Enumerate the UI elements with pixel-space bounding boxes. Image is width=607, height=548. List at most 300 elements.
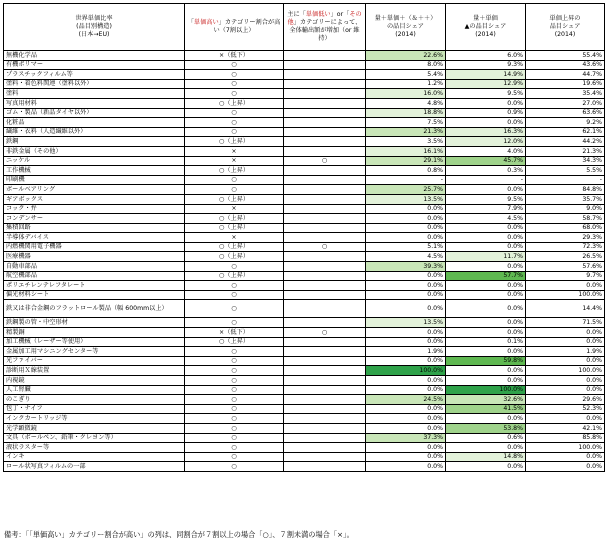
item-name-cell: 繊維・衣料（人造繊維以外）	[4, 127, 185, 137]
item-name-cell: 鉄鋼製の管・中空形材	[4, 318, 185, 328]
low-price-growth-flag-cell	[284, 137, 366, 147]
header-price-up-share: 単価上昇の 品目シェア (2014)	[526, 4, 605, 51]
table-row	[4, 281, 605, 291]
item-name-cell: ゴム・製品（新品タイヤ以外）	[4, 108, 185, 118]
low-price-growth-flag-cell	[284, 194, 366, 204]
low-price-growth-flag-cell	[284, 337, 366, 347]
low-price-growth-flag-cell	[284, 271, 366, 281]
share-table-container	[3, 3, 604, 472]
volume-price-up-share-cell: 0.0%	[366, 233, 446, 243]
volume-price-down-share-cell: 0.0%	[446, 328, 526, 338]
high-price-flag-cell: ○（上昇）	[185, 223, 284, 233]
price-up-share-cell: 0.0%	[526, 414, 605, 424]
item-name-cell: 診断用Ｘ線装置	[4, 366, 185, 376]
volume-price-down-share-cell: 0.1%	[446, 337, 526, 347]
low-price-growth-flag-cell	[284, 366, 366, 376]
price-up-share-cell: 0.0%	[526, 337, 605, 347]
item-name-cell: 鉄又は非合金鋼のフラットロール製品（幅 600mm以上）	[4, 300, 185, 318]
low-price-growth-flag-cell	[284, 281, 366, 291]
price-up-share-cell: 29.6%	[526, 395, 605, 405]
high-price-flag-cell: ○	[185, 423, 284, 433]
volume-price-up-share-cell: 3.5%	[366, 137, 446, 147]
low-price-growth-flag-cell	[284, 214, 366, 224]
item-name-cell: 自動車部品	[4, 262, 185, 272]
price-up-share-cell: 42.1%	[526, 423, 605, 433]
high-price-flag-cell: ○	[185, 347, 284, 357]
table-row	[4, 443, 605, 453]
low-price-growth-flag-cell	[284, 89, 366, 99]
item-name-cell: 包丁・ナイフ	[4, 404, 185, 414]
low-price-growth-flag-cell	[284, 175, 366, 185]
volume-price-up-share-cell: 0.0%	[366, 423, 446, 433]
low-price-growth-flag-cell	[284, 98, 366, 108]
volume-price-down-share-cell: 100.0%	[446, 385, 526, 395]
volume-price-up-share-cell: 37.3%	[366, 433, 446, 443]
table-row	[4, 137, 605, 147]
item-name-cell: 化粧品	[4, 118, 185, 128]
table-row	[4, 51, 605, 61]
high-price-flag-cell: ○	[185, 290, 284, 300]
item-name-cell: ポリエチレンテレフタレート	[4, 281, 185, 291]
item-name-cell: 液状ラスター等	[4, 443, 185, 453]
high-price-flag-cell: ○	[185, 262, 284, 272]
table-row	[4, 262, 605, 272]
high-price-flag-cell: ○（上昇）	[185, 137, 284, 147]
table-row	[4, 233, 605, 243]
volume-price-down-share-cell: 14.9%	[446, 70, 526, 80]
table-row	[4, 194, 605, 204]
volume-price-down-share-cell: 9.5%	[446, 194, 526, 204]
volume-price-up-share-cell: 0.0%	[366, 404, 446, 414]
item-name-cell: ニッケル	[4, 156, 185, 166]
high-price-flag-cell: ×（低下）	[185, 51, 284, 61]
high-price-flag-cell: ○	[185, 404, 284, 414]
volume-price-down-share-cell: 45.7%	[446, 156, 526, 166]
volume-price-down-share-cell: 0.0%	[446, 233, 526, 243]
high-price-flag-cell: ○	[185, 118, 284, 128]
volume-price-down-share-cell: 9.5%	[446, 89, 526, 99]
low-price-growth-flag-cell	[284, 108, 366, 118]
table-row	[4, 347, 605, 357]
low-price-growth-flag-cell	[284, 395, 366, 405]
high-price-flag-cell: ○	[185, 452, 284, 462]
table-row	[4, 98, 605, 108]
volume-price-up-share-cell: 5.1%	[366, 242, 446, 252]
volume-price-up-share-cell: 0.0%	[366, 385, 446, 395]
low-price-growth-flag-cell	[284, 356, 366, 366]
volume-price-down-share-cell: 41.5%	[446, 404, 526, 414]
price-up-share-cell: 1.9%	[526, 347, 605, 357]
volume-price-down-share-cell: 11.7%	[446, 252, 526, 262]
low-price-growth-flag-cell	[284, 252, 366, 262]
low-price-growth-flag-cell	[284, 423, 366, 433]
volume-price-down-share-cell: 0.6%	[446, 433, 526, 443]
volume-price-up-share-cell: 0.0%	[366, 356, 446, 366]
high-price-flag-cell: ×	[185, 146, 284, 156]
price-up-share-cell: 0.0%	[526, 452, 605, 462]
low-price-growth-flag-cell	[284, 79, 366, 89]
item-name-cell: 加工機械（レーザー等使用）	[4, 337, 185, 347]
low-price-growth-flag-cell	[284, 414, 366, 424]
price-up-share-cell: 100.0%	[526, 366, 605, 376]
table-row	[4, 395, 605, 405]
table-row	[4, 462, 605, 472]
low-price-growth-flag-cell: ○	[284, 328, 366, 338]
item-name-cell: 内視鏡	[4, 376, 185, 386]
volume-price-down-share-cell: 32.6%	[446, 395, 526, 405]
volume-price-down-share-cell: 0.0%	[446, 376, 526, 386]
item-name-cell: 偏光材料シート	[4, 290, 185, 300]
volume-price-up-share-cell: 0.0%	[366, 271, 446, 281]
low-price-growth-flag-cell	[284, 347, 366, 357]
table-row	[4, 337, 605, 347]
low-price-growth-flag-cell	[284, 452, 366, 462]
volume-price-down-share-cell: 53.8%	[446, 423, 526, 433]
low-price-growth-flag-cell	[284, 318, 366, 328]
high-price-flag-cell: ○	[185, 385, 284, 395]
price-up-share-cell: 100.0%	[526, 290, 605, 300]
volume-price-up-share-cell: 1.9%	[366, 347, 446, 357]
price-up-share-cell: 0.0%	[526, 462, 605, 472]
high-price-flag-cell: ×（低下）	[185, 328, 284, 338]
volume-price-down-share-cell: 0.0%	[446, 242, 526, 252]
table-row	[4, 300, 605, 318]
price-up-share-cell: 0.0%	[526, 328, 605, 338]
price-up-share-cell: 21.3%	[526, 146, 605, 156]
item-name-cell: 金属加工用マシニングセンター等	[4, 347, 185, 357]
volume-price-down-share-cell: 7.9%	[446, 204, 526, 214]
volume-price-up-share-cell: 25.7%	[366, 185, 446, 195]
high-price-flag-cell: ○	[185, 356, 284, 366]
volume-price-up-share-cell: 16.1%	[366, 146, 446, 156]
item-name-cell: 塗料・着色料関連（塗料以外）	[4, 79, 185, 89]
price-up-share-cell: 44.2%	[526, 137, 605, 147]
volume-price-up-share-cell: 0.0%	[366, 443, 446, 453]
high-price-flag-cell: ○（上昇）	[185, 194, 284, 204]
table-row	[4, 385, 605, 395]
item-name-cell: 光ファイバー	[4, 356, 185, 366]
volume-price-down-share-cell: 12.9%	[446, 79, 526, 89]
volume-price-up-share-cell: 0.0%	[366, 328, 446, 338]
item-name-cell: 人工腎臓	[4, 385, 185, 395]
volume-price-up-share-cell: -	[366, 175, 446, 185]
volume-price-up-share-cell: 100.0%	[366, 366, 446, 376]
table-row	[4, 252, 605, 262]
high-price-flag-cell: ○	[185, 127, 284, 137]
price-up-share-cell: 72.3%	[526, 242, 605, 252]
low-price-growth-flag-cell	[284, 185, 366, 195]
item-name-cell: 工作機械	[4, 166, 185, 176]
table-row	[4, 60, 605, 70]
high-price-flag-cell: ○（上昇）	[185, 214, 284, 224]
table-row	[4, 404, 605, 414]
low-price-growth-flag-cell	[284, 146, 366, 156]
item-name-cell: 集積回路	[4, 223, 185, 233]
price-up-share-cell: 27.0%	[526, 98, 605, 108]
volume-price-up-share-cell: 39.3%	[366, 262, 446, 272]
table-row	[4, 223, 605, 233]
high-price-flag-cell: ○（上昇）	[185, 242, 284, 252]
price-up-share-cell: 29.3%	[526, 233, 605, 243]
table-row	[4, 376, 605, 386]
high-price-flag-cell: ○	[185, 376, 284, 386]
volume-price-up-share-cell: 22.6%	[366, 51, 446, 61]
low-price-growth-flag-cell	[284, 233, 366, 243]
item-name-cell: ギアボックス	[4, 194, 185, 204]
high-price-flag-cell: ○	[185, 281, 284, 291]
table-row	[4, 356, 605, 366]
table-row	[4, 290, 605, 300]
volume-price-down-share-cell: 4.5%	[446, 214, 526, 224]
table-row	[4, 452, 605, 462]
volume-price-down-share-cell: 0.3%	[446, 166, 526, 176]
volume-price-down-share-cell: 6.0%	[446, 51, 526, 61]
high-price-flag-cell: ○	[185, 185, 284, 195]
low-price-growth-flag-cell	[284, 404, 366, 414]
table-row	[4, 79, 605, 89]
volume-price-down-share-cell: 0.0%	[446, 462, 526, 472]
volume-price-down-share-cell: 0.0%	[446, 300, 526, 318]
table-body	[4, 51, 605, 472]
table-row	[4, 118, 605, 128]
table-row	[4, 414, 605, 424]
table-row	[4, 108, 605, 118]
price-up-share-cell: 14.4%	[526, 300, 605, 318]
table-row	[4, 166, 605, 176]
high-price-flag-cell: ○	[185, 89, 284, 99]
volume-price-down-share-cell: -	[446, 175, 526, 185]
item-name-cell: 鉄鋼	[4, 137, 185, 147]
low-price-growth-flag-cell	[284, 70, 366, 80]
price-up-share-cell: 9.0%	[526, 204, 605, 214]
volume-price-down-share-cell: 0.0%	[446, 443, 526, 453]
volume-price-down-share-cell: 0.0%	[446, 366, 526, 376]
table-row	[4, 366, 605, 376]
price-up-share-cell: 5.5%	[526, 166, 605, 176]
item-name-cell: 印刷機	[4, 175, 185, 185]
volume-price-up-share-cell: 21.3%	[366, 127, 446, 137]
price-up-share-cell: 52.3%	[526, 404, 605, 414]
high-price-flag-cell: ○	[185, 300, 284, 318]
item-name-cell: 塗料	[4, 89, 185, 99]
item-name-cell: 文具（ボールペン、鉛筆・クレヨン等）	[4, 433, 185, 443]
volume-price-up-share-cell: 5.4%	[366, 70, 446, 80]
low-price-growth-flag-cell	[284, 290, 366, 300]
price-up-share-cell: 0.0%	[526, 385, 605, 395]
price-up-share-cell: 58.7%	[526, 214, 605, 224]
price-up-share-cell: 19.6%	[526, 79, 605, 89]
volume-price-down-share-cell: 16.3%	[446, 127, 526, 137]
low-price-growth-flag-cell	[284, 204, 366, 214]
volume-price-down-share-cell: 0.0%	[446, 262, 526, 272]
table-row	[4, 214, 605, 224]
header-low-price-growth: 主に「単価低い」or「その他」カテゴリーによって、全体輸出額が増加（or 維持）	[284, 4, 366, 51]
price-up-share-cell: 9.7%	[526, 271, 605, 281]
price-up-share-cell: 0.0%	[526, 376, 605, 386]
item-name-cell: ボールベアリング	[4, 185, 185, 195]
export-share-table	[3, 3, 605, 472]
low-price-growth-flag-cell	[284, 118, 366, 128]
price-up-share-cell: 71.5%	[526, 318, 605, 328]
volume-price-up-share-cell: 0.0%	[366, 300, 446, 318]
volume-price-down-share-cell: 0.0%	[446, 223, 526, 233]
volume-price-down-share-cell: 0.0%	[446, 98, 526, 108]
item-name-cell: プラスチックフィルム等	[4, 70, 185, 80]
item-name-cell: 非鉄金属（その他）	[4, 146, 185, 156]
low-price-growth-flag-cell	[284, 262, 366, 272]
price-up-share-cell: 44.7%	[526, 70, 605, 80]
volume-price-up-share-cell: 0.0%	[366, 462, 446, 472]
table-row	[4, 146, 605, 156]
low-price-growth-flag-cell	[284, 60, 366, 70]
price-up-share-cell: 100.0%	[526, 443, 605, 453]
low-price-growth-flag-cell	[284, 462, 366, 472]
volume-price-up-share-cell: 29.1%	[366, 156, 446, 166]
volume-price-up-share-cell: 7.5%	[366, 118, 446, 128]
item-name-cell: コック・弁	[4, 204, 185, 214]
high-price-flag-cell: ×	[185, 204, 284, 214]
volume-price-up-share-cell: 13.5%	[366, 194, 446, 204]
header-row	[4, 4, 605, 51]
low-price-growth-flag-cell	[284, 223, 366, 233]
high-price-flag-cell: ○	[185, 433, 284, 443]
high-price-flag-cell: ○	[185, 395, 284, 405]
volume-price-down-share-cell: 0.0%	[446, 290, 526, 300]
volume-price-up-share-cell: 0.0%	[366, 223, 446, 233]
low-price-growth-flag-cell: ○	[284, 242, 366, 252]
table-row	[4, 423, 605, 433]
price-up-share-cell: 0.0%	[526, 356, 605, 366]
volume-price-up-share-cell: 24.5%	[366, 395, 446, 405]
price-up-share-cell: 85.8%	[526, 433, 605, 443]
high-price-flag-cell: ○（上昇）	[185, 252, 284, 262]
high-price-flag-cell: ○	[185, 70, 284, 80]
header-high-price-share: 「単価高い」カテゴリー割合が高い（7割以上）	[185, 4, 284, 51]
volume-price-up-share-cell: 8.0%	[366, 60, 446, 70]
table-row	[4, 175, 605, 185]
volume-price-up-share-cell: 0.0%	[366, 204, 446, 214]
volume-price-up-share-cell: 13.5%	[366, 318, 446, 328]
high-price-flag-cell: ○	[185, 79, 284, 89]
volume-price-down-share-cell: 0.0%	[446, 185, 526, 195]
volume-price-up-share-cell: 0.0%	[366, 452, 446, 462]
low-price-growth-flag-cell	[284, 51, 366, 61]
high-price-flag-cell: ○	[185, 60, 284, 70]
item-name-cell: 内燃機関用電子機器	[4, 242, 185, 252]
price-up-share-cell: 35.7%	[526, 194, 605, 204]
low-price-growth-flag-cell	[284, 443, 366, 453]
footnote: 備考：「「単価高い」カテゴリー割合が高い」の列は、同割合が７割以上の場合「○」、７割未満の場合「×」。	[4, 530, 354, 539]
volume-price-up-share-cell: 4.8%	[366, 98, 446, 108]
item-name-cell: 半導体デバイス	[4, 233, 185, 243]
item-name-cell: 精製銅	[4, 328, 185, 338]
low-price-growth-flag-cell: ○	[284, 156, 366, 166]
low-price-growth-flag-cell	[284, 385, 366, 395]
item-name-cell: 写真用材料	[4, 98, 185, 108]
price-up-share-cell: 26.5%	[526, 252, 605, 262]
item-name-cell: 医療機器	[4, 252, 185, 262]
price-up-share-cell: 68.0%	[526, 223, 605, 233]
high-price-flag-cell: ○（上昇）	[185, 271, 284, 281]
table-row	[4, 185, 605, 195]
item-name-cell: 航空機部品	[4, 271, 185, 281]
volume-price-up-share-cell: 1.2%	[366, 79, 446, 89]
high-price-flag-cell: ○	[185, 318, 284, 328]
high-price-flag-cell: ○	[185, 175, 284, 185]
header-volume-price-down-share: 量＋単価 ▲の品目シェア (2014)	[446, 4, 526, 51]
volume-price-down-share-cell: 14.8%	[446, 452, 526, 462]
price-up-share-cell: 35.4%	[526, 89, 605, 99]
price-up-share-cell: 55.4%	[526, 51, 605, 61]
high-price-flag-cell: ×	[185, 233, 284, 243]
high-price-flag-cell: ○	[185, 414, 284, 424]
header-volume-price-up-share: 量＋単価＋（＆＋＋） の品目シェア (2014)	[366, 4, 446, 51]
table-row	[4, 127, 605, 137]
high-price-flag-cell: ×	[185, 156, 284, 166]
table-row	[4, 70, 605, 80]
high-price-flag-cell: ○（上昇）	[185, 337, 284, 347]
price-up-share-cell: 0.0%	[526, 281, 605, 291]
item-name-cell: のこぎり	[4, 395, 185, 405]
price-up-share-cell: 9.2%	[526, 118, 605, 128]
volume-price-down-share-cell: 4.0%	[446, 146, 526, 156]
volume-price-down-share-cell: 0.0%	[446, 414, 526, 424]
item-name-cell: 光学顕微鏡	[4, 423, 185, 433]
price-up-share-cell: -	[526, 175, 605, 185]
price-up-share-cell: 63.6%	[526, 108, 605, 118]
table-row	[4, 433, 605, 443]
volume-price-up-share-cell: 0.8%	[366, 166, 446, 176]
volume-price-down-share-cell: 9.3%	[446, 60, 526, 70]
volume-price-up-share-cell: 0.0%	[366, 376, 446, 386]
low-price-growth-flag-cell	[284, 376, 366, 386]
volume-price-up-share-cell: 0.0%	[366, 281, 446, 291]
volume-price-down-share-cell: 59.8%	[446, 356, 526, 366]
header-structure: 世界単価比率 (品目別構造) (日本→EU)	[4, 4, 185, 51]
table-row	[4, 204, 605, 214]
item-name-cell: インクカートリッジ等	[4, 414, 185, 424]
item-name-cell: インキ	[4, 452, 185, 462]
volume-price-down-share-cell: 0.0%	[446, 347, 526, 357]
high-price-flag-cell: ○（上昇）	[185, 166, 284, 176]
volume-price-up-share-cell: 0.0%	[366, 337, 446, 347]
volume-price-down-share-cell: 0.0%	[446, 281, 526, 291]
volume-price-down-share-cell: 57.7%	[446, 271, 526, 281]
volume-price-down-share-cell: 0.0%	[446, 318, 526, 328]
table-row	[4, 328, 605, 338]
high-price-flag-cell: ○（上昇）	[185, 98, 284, 108]
high-price-flag-cell: ○	[185, 462, 284, 472]
table-row	[4, 156, 605, 166]
price-up-share-cell: 57.6%	[526, 262, 605, 272]
low-price-growth-flag-cell	[284, 127, 366, 137]
volume-price-up-share-cell: 4.5%	[366, 252, 446, 262]
table-row	[4, 318, 605, 328]
price-up-share-cell: 84.8%	[526, 185, 605, 195]
volume-price-down-share-cell: 12.0%	[446, 137, 526, 147]
table-row	[4, 89, 605, 99]
volume-price-up-share-cell: 0.0%	[366, 290, 446, 300]
price-up-share-cell: 34.3%	[526, 156, 605, 166]
volume-price-up-share-cell: 0.0%	[366, 414, 446, 424]
item-name-cell: ロール状写真フィルムの一部	[4, 462, 185, 472]
high-price-flag-cell: ○	[185, 443, 284, 453]
low-price-growth-flag-cell	[284, 166, 366, 176]
low-price-growth-flag-cell	[284, 433, 366, 443]
volume-price-down-share-cell: 0.0%	[446, 118, 526, 128]
item-name-cell: コンデンサー	[4, 214, 185, 224]
item-name-cell: 有機ポリマー	[4, 60, 185, 70]
